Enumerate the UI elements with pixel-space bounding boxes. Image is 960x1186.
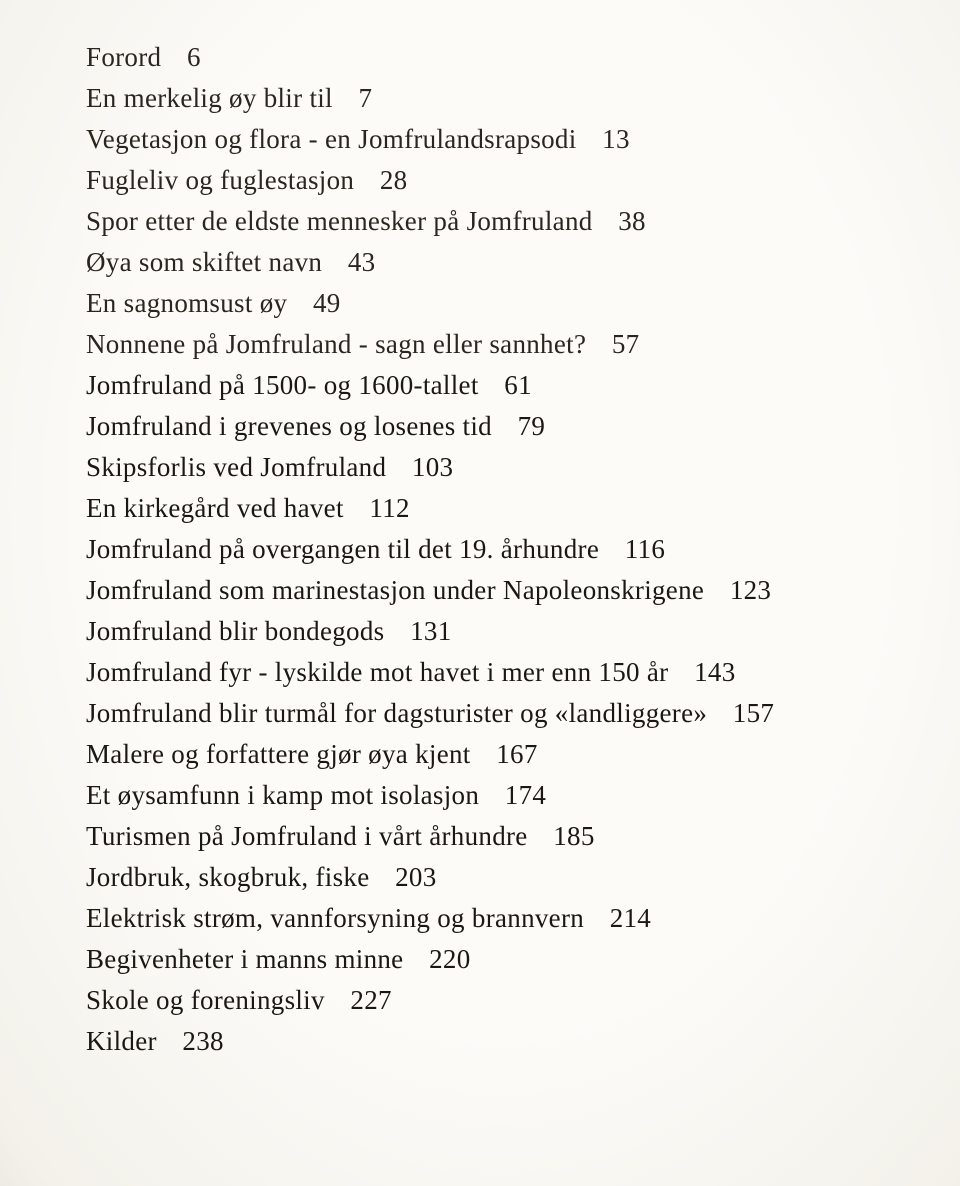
toc-entry-page: 220 — [429, 944, 471, 974]
toc-entry-title: Jomfruland på 1500- og 1600-tallet — [86, 370, 479, 400]
toc-entry — [86, 201, 920, 242]
toc-entry-page: 61 — [504, 370, 532, 400]
toc-entry-title: Jomfruland i grevenes og losenes tid — [86, 411, 492, 441]
toc-entry-title: Skole og foreningsliv — [86, 985, 325, 1015]
toc-entry-title: Skipsforlis ved Jomfruland — [86, 452, 387, 482]
toc-entry — [86, 775, 920, 816]
toc-entry — [86, 652, 920, 693]
toc-entry — [86, 529, 920, 570]
toc-entry — [86, 283, 920, 324]
toc-entry-page: 49 — [312, 288, 341, 318]
toc-entry-page: 238 — [182, 1026, 224, 1056]
toc-entry-title: Turismen på Jomfruland i vårt århundre — [86, 821, 528, 851]
toc-entry-page: 116 — [624, 534, 666, 564]
toc-entry-page: 214 — [609, 903, 652, 933]
toc-entry-title: Jomfruland som marinestasjon under Napoleonskrigene — [86, 575, 705, 605]
toc-entry-title: Elektrisk strøm, vannforsyning og brannvern — [86, 903, 585, 933]
toc-entry-page: 6 — [186, 42, 201, 72]
toc-entry — [86, 734, 920, 775]
toc-entry — [86, 857, 920, 898]
toc-entry-page: 7 — [358, 83, 373, 113]
toc-entry-page: 167 — [496, 739, 538, 769]
toc-entry-page: 185 — [553, 821, 595, 851]
toc-entry-title: Jordbruk, skogbruk, fiske — [86, 862, 370, 892]
toc-entry-title: Jomfruland blir bondegods — [86, 616, 385, 646]
toc-entry-title: Jomfruland blir turmål for dagsturister og «landliggere» — [86, 698, 708, 728]
toc-entry — [86, 324, 920, 365]
toc-entry-title: En kirkegård ved havet — [86, 493, 344, 523]
toc-entry — [86, 365, 920, 406]
toc-entry-page: 43 — [347, 247, 376, 277]
toc-entry — [86, 160, 920, 201]
toc-entry-title: Jomfruland på overgangen til det 19. århundre — [86, 534, 600, 564]
toc-entry-title: Et øysamfunn i kamp mot isolasjon — [86, 780, 480, 810]
toc-entry-title: Forord — [86, 42, 162, 72]
toc-entry-page: 227 — [350, 985, 392, 1015]
toc-entry — [86, 611, 920, 652]
toc-entry-page: 203 — [395, 862, 437, 892]
toc-entry-page: 38 — [618, 206, 646, 236]
toc-entry-title: Spor etter de eldste mennesker på Jomfruland — [86, 206, 593, 236]
toc-entry-page: 131 — [410, 616, 452, 646]
toc-entry — [86, 37, 920, 78]
toc-entry — [86, 447, 920, 488]
toc-entry-page: 157 — [732, 698, 775, 728]
toc-entry-page: 112 — [369, 493, 410, 523]
toc-entry-title: Nonnene på Jomfruland - sagn eller sannhet? — [86, 329, 587, 359]
toc-entry-page: 174 — [504, 780, 547, 810]
toc-entry — [86, 406, 920, 447]
toc-entry-title: Øya som skiftet navn — [86, 247, 323, 277]
toc-entry — [86, 488, 920, 529]
toc-entry-title: En merkelig øy blir til — [86, 83, 333, 113]
toc-entry — [86, 980, 920, 1021]
toc-entry — [86, 119, 920, 160]
toc-entry — [86, 693, 920, 734]
toc-entry — [86, 898, 920, 939]
toc-entry — [86, 816, 920, 857]
toc-entry — [86, 570, 920, 611]
toc-entry-page: 123 — [729, 575, 772, 605]
toc-entry-page: 143 — [694, 657, 736, 687]
toc-entry-page: 13 — [602, 124, 630, 154]
toc-entry-title: Malere og forfattere gjør øya kjent — [86, 739, 471, 769]
toc-entry — [86, 939, 920, 980]
toc-entry — [86, 1021, 920, 1062]
toc-entry-title: En sagnomsust øy — [86, 288, 288, 318]
toc-entry-title: Jomfruland fyr - lyskilde mot havet i mer enn 150 år — [86, 657, 669, 687]
toc-entry — [86, 78, 920, 119]
toc-entry-page: 28 — [379, 165, 408, 195]
toc-entry-title: Vegetasjon og flora - en Jomfrulandsrapsodi — [86, 124, 577, 154]
toc-entry-title: Kilder — [86, 1026, 157, 1056]
toc-entry-page: 79 — [517, 411, 546, 441]
toc-entry — [86, 242, 920, 283]
toc-entry-page: 103 — [411, 452, 454, 482]
toc-entry-title: Begivenheter i manns minne — [86, 944, 404, 974]
toc-entry-page: 57 — [611, 329, 640, 359]
toc-entry-title: Fugleliv og fuglestasjon — [86, 165, 355, 195]
